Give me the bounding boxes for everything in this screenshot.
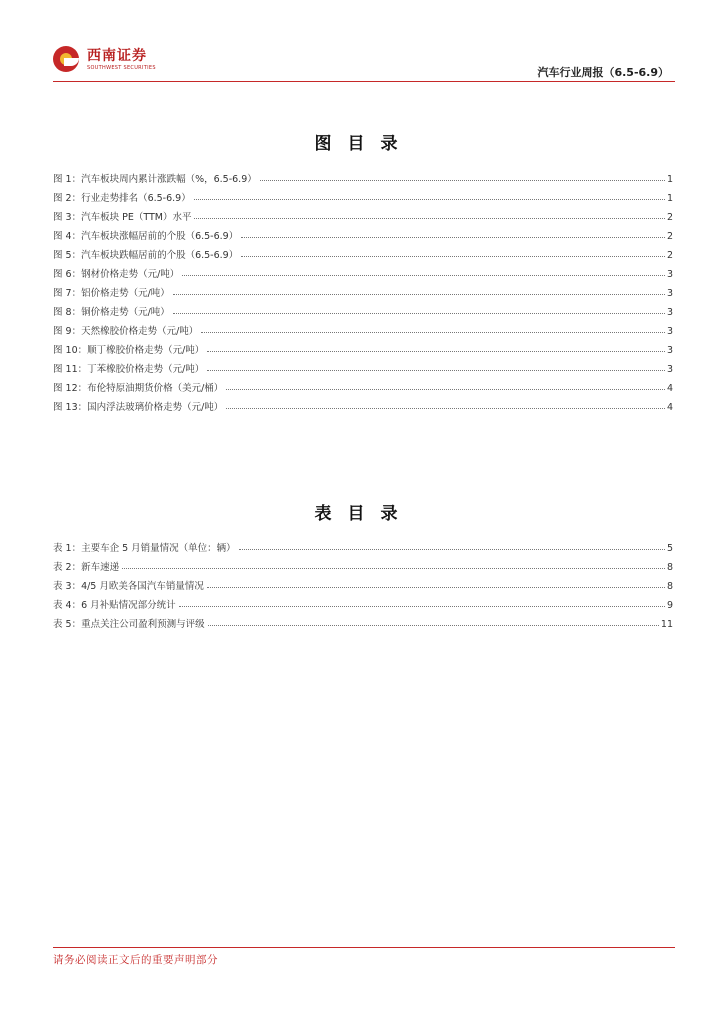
toc-entry-page-number: 4 [666, 383, 673, 394]
footer-divider [53, 947, 675, 948]
toc-entry-label: 图 7：铝价格走势（元/吨） [53, 288, 170, 299]
toc-entry[interactable] [53, 375, 673, 394]
toc-entry-page-number: 5 [666, 543, 673, 554]
toc-entry[interactable] [53, 242, 673, 261]
toc-entry[interactable] [53, 535, 673, 554]
toc-entry-page-number: 9 [666, 600, 673, 611]
figures-toc-title: 图目录 [314, 134, 414, 154]
company-logo [53, 44, 183, 76]
toc-dot-leader [201, 332, 665, 333]
toc-dot-leader [122, 568, 665, 569]
toc-entry[interactable] [53, 223, 673, 242]
toc-dot-leader [207, 351, 665, 352]
toc-dot-leader [226, 408, 665, 409]
toc-dot-leader [207, 370, 665, 371]
toc-dot-leader [260, 180, 665, 181]
toc-entry[interactable] [53, 356, 673, 375]
toc-entry-page-number: 3 [666, 288, 673, 299]
toc-entry-label: 图 13：国内浮法玻璃价格走势（元/吨） [53, 402, 224, 413]
toc-entry-label: 图 11：丁苯橡胶价格走势（元/吨） [53, 364, 205, 375]
toc-dot-leader [241, 256, 665, 257]
toc-entry-label: 图 8：铜价格走势（元/吨） [53, 307, 170, 318]
toc-entry-page-number: 3 [666, 269, 673, 280]
toc-dot-leader [226, 389, 665, 390]
logo-emblem-icon [53, 46, 79, 72]
toc-entry-page-number: 4 [666, 402, 673, 413]
toc-entry-page-number: 8 [666, 562, 673, 573]
figures-toc-list [53, 166, 673, 413]
toc-entry-page-number: 3 [666, 345, 673, 356]
toc-dot-leader [208, 625, 659, 626]
toc-entry-page-number: 3 [666, 364, 673, 375]
toc-entry-label: 图 10：顺丁橡胶价格走势（元/吨） [53, 345, 205, 356]
toc-entry[interactable] [53, 166, 673, 185]
toc-entry-label: 表 2：新车速递 [53, 562, 120, 573]
header-divider [53, 81, 675, 82]
toc-entry[interactable] [53, 204, 673, 223]
tables-toc-title: 表目录 [314, 504, 414, 524]
toc-dot-leader [179, 606, 665, 607]
toc-dot-leader [194, 218, 665, 219]
toc-entry-label: 图 3：汽车板块 PE（TTM）水平 [53, 212, 192, 223]
toc-entry-page-number: 8 [666, 581, 673, 592]
toc-entry-page-number: 1 [666, 174, 673, 185]
toc-dot-leader [173, 294, 665, 295]
toc-entry[interactable] [53, 261, 673, 280]
toc-entry-label: 表 1：主要车企 5 月销量情况（单位：辆） [53, 543, 236, 554]
logo-chinese-name: 西南证券 [87, 48, 147, 64]
toc-dot-leader [194, 199, 665, 200]
toc-entry[interactable] [53, 611, 673, 630]
toc-entry-label: 表 5：重点关注公司盈利预测与评级 [53, 619, 205, 630]
toc-dot-leader [239, 549, 665, 550]
toc-entry-page-number: 11 [660, 619, 673, 630]
toc-entry[interactable] [53, 573, 673, 592]
toc-entry-label: 图 2：行业走势排名（6.5-6.9） [53, 193, 191, 204]
footer-notice: 请务必阅读正文后的重要声明部分 [53, 954, 218, 966]
page-header [53, 40, 675, 82]
toc-entry[interactable] [53, 185, 673, 204]
toc-entry[interactable] [53, 554, 673, 573]
toc-entry[interactable] [53, 280, 673, 299]
toc-entry-page-number: 3 [666, 307, 673, 318]
toc-entry-page-number: 1 [666, 193, 673, 204]
toc-entry[interactable] [53, 592, 673, 611]
toc-entry[interactable] [53, 337, 673, 356]
toc-entry[interactable] [53, 318, 673, 337]
toc-entry-label: 表 4：6 月补贴情况部分统计 [53, 600, 176, 611]
toc-entry[interactable] [53, 394, 673, 413]
toc-entry-label: 图 1：汽车板块周内累计涨跌幅（%，6.5-6.9） [53, 174, 257, 185]
toc-dot-leader [207, 587, 665, 588]
logo-english-name: SOUTHWEST SECURITIES [87, 65, 156, 71]
tables-toc-list [53, 535, 673, 630]
toc-entry-page-number: 3 [666, 326, 673, 337]
toc-dot-leader [182, 275, 665, 276]
toc-entry-label: 图 9：天然橡胶价格走势（元/吨） [53, 326, 199, 337]
toc-dot-leader [173, 313, 665, 314]
toc-entry-page-number: 2 [666, 212, 673, 223]
toc-entry-page-number: 2 [666, 250, 673, 261]
toc-entry-label: 图 5：汽车板块跌幅居前的个股（6.5-6.9） [53, 250, 239, 261]
toc-entry-label: 表 3：4/5 月欧美各国汽车销量情况 [53, 581, 204, 592]
toc-entry-label: 图 6：钢材价格走势（元/吨） [53, 269, 180, 280]
report-title: 汽车行业周报（6.5-6.9） [537, 66, 669, 79]
toc-entry-label: 图 4：汽车板块涨幅居前的个股（6.5-6.9） [53, 231, 239, 242]
toc-entry[interactable] [53, 299, 673, 318]
toc-dot-leader [241, 237, 665, 238]
toc-entry-page-number: 2 [666, 231, 673, 242]
toc-entry-label: 图 12：布伦特原油期货价格（美元/桶） [53, 383, 224, 394]
